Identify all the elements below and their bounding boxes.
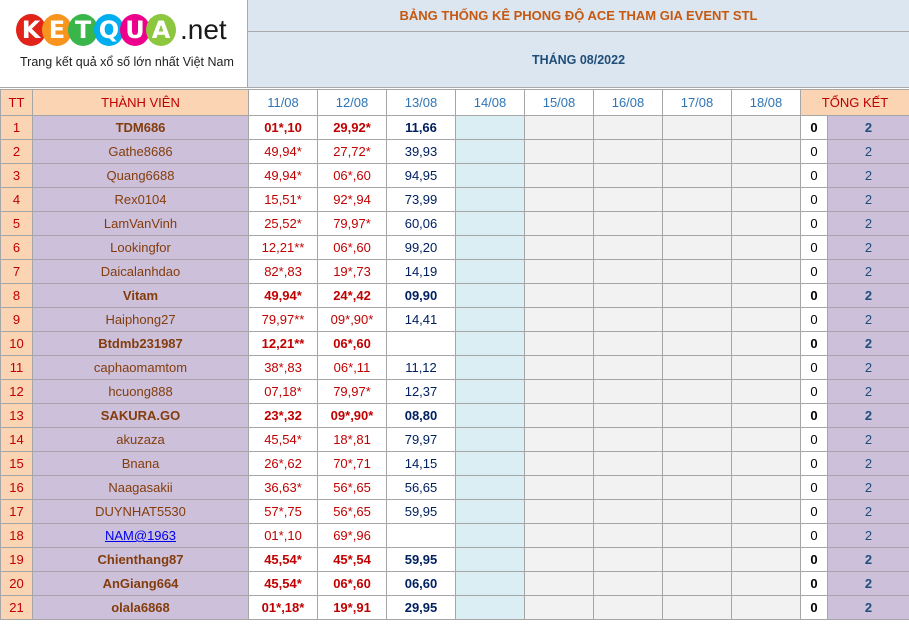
result-cell[interactable]: 29,95: [387, 596, 456, 620]
result-cell[interactable]: 92*,94: [318, 188, 387, 212]
total-score-cell[interactable]: 2: [828, 308, 909, 332]
row-number-cell[interactable]: 20: [1, 572, 33, 596]
total-count-cell[interactable]: 0: [801, 452, 828, 476]
total-score-cell[interactable]: 2: [828, 524, 909, 548]
empty-result-cell[interactable]: [594, 140, 663, 164]
row-number-cell[interactable]: 11: [1, 356, 33, 380]
empty-result-cell[interactable]: [456, 428, 525, 452]
member-name-cell[interactable]: Bnana: [33, 452, 249, 476]
header-row: [1, 90, 909, 116]
empty-result-cell[interactable]: [525, 332, 594, 356]
result-cell[interactable]: 07,18*: [249, 380, 318, 404]
total-score-cell[interactable]: 2: [828, 356, 909, 380]
total-count-cell[interactable]: 0: [801, 236, 828, 260]
table-row: [1, 356, 909, 380]
empty-result-cell[interactable]: [732, 428, 801, 452]
empty-result-cell[interactable]: [525, 188, 594, 212]
empty-result-cell[interactable]: [732, 164, 801, 188]
total-score-cell[interactable]: 2: [828, 284, 909, 308]
empty-result-cell[interactable]: [663, 428, 732, 452]
empty-result-cell[interactable]: [456, 332, 525, 356]
result-cell[interactable]: 08,80: [387, 404, 456, 428]
empty-result-cell[interactable]: [663, 476, 732, 500]
result-cell[interactable]: 06*,60: [318, 332, 387, 356]
table-row: [1, 596, 909, 620]
empty-result-cell[interactable]: [525, 452, 594, 476]
empty-result-cell[interactable]: [663, 548, 732, 572]
row-number-cell[interactable]: 7: [1, 260, 33, 284]
row-number-cell[interactable]: 19: [1, 548, 33, 572]
empty-result-cell[interactable]: [525, 404, 594, 428]
empty-result-cell[interactable]: [525, 380, 594, 404]
col-header-date[interactable]: 18/08: [732, 90, 801, 116]
empty-result-cell[interactable]: [456, 476, 525, 500]
empty-result-cell[interactable]: [525, 308, 594, 332]
empty-result-cell[interactable]: [525, 212, 594, 236]
table-row: [1, 260, 909, 284]
total-count-cell[interactable]: 0: [801, 188, 828, 212]
empty-result-cell[interactable]: [525, 284, 594, 308]
result-cell[interactable]: 56*,65: [318, 500, 387, 524]
table-row: [1, 212, 909, 236]
empty-result-cell[interactable]: [663, 404, 732, 428]
result-cell[interactable]: 59,95: [387, 500, 456, 524]
row-number-cell[interactable]: 1: [1, 116, 33, 140]
member-link[interactable]: NAM@1963: [33, 524, 249, 548]
empty-result-cell[interactable]: [525, 572, 594, 596]
result-cell[interactable]: 19*,91: [318, 596, 387, 620]
result-cell[interactable]: 79,97: [387, 428, 456, 452]
table-row: [1, 188, 909, 212]
empty-result-cell[interactable]: [525, 476, 594, 500]
empty-result-cell[interactable]: [456, 500, 525, 524]
empty-result-cell[interactable]: [732, 284, 801, 308]
result-cell[interactable]: 45*,54: [318, 548, 387, 572]
empty-result-cell[interactable]: [663, 140, 732, 164]
empty-result-cell[interactable]: [732, 476, 801, 500]
table-row: [1, 308, 909, 332]
total-count-cell[interactable]: 0: [801, 500, 828, 524]
total-count-cell[interactable]: 0: [801, 212, 828, 236]
total-count-cell[interactable]: 0: [801, 116, 828, 140]
member-name-cell[interactable]: AnGiang664: [33, 572, 249, 596]
empty-result-cell[interactable]: [594, 212, 663, 236]
table-row: [1, 572, 909, 596]
empty-result-cell[interactable]: [456, 548, 525, 572]
empty-result-cell[interactable]: [663, 524, 732, 548]
empty-result-cell[interactable]: [732, 596, 801, 620]
total-count-cell[interactable]: 0: [801, 572, 828, 596]
result-cell[interactable]: 25,52*: [249, 212, 318, 236]
row-number-cell[interactable]: 9: [1, 308, 33, 332]
total-score-cell[interactable]: 2: [828, 596, 909, 620]
result-cell[interactable]: 60,06: [387, 212, 456, 236]
member-name-cell[interactable]: Lookingfor: [33, 236, 249, 260]
empty-result-cell[interactable]: [663, 356, 732, 380]
table-row: [1, 332, 909, 356]
row-number-cell[interactable]: 6: [1, 236, 33, 260]
result-cell[interactable]: 11,12: [387, 356, 456, 380]
empty-result-cell[interactable]: [663, 380, 732, 404]
empty-result-cell[interactable]: [456, 116, 525, 140]
empty-result-cell[interactable]: [732, 404, 801, 428]
table-row: [1, 548, 909, 572]
empty-result-cell[interactable]: [456, 260, 525, 284]
result-cell[interactable]: 94,95: [387, 164, 456, 188]
empty-result-cell[interactable]: [594, 260, 663, 284]
total-count-cell[interactable]: 0: [801, 428, 828, 452]
result-cell[interactable]: 45,54*: [249, 548, 318, 572]
total-score-cell[interactable]: 2: [828, 548, 909, 572]
col-header-date[interactable]: 17/08: [663, 90, 732, 116]
result-cell[interactable]: 36,63*: [249, 476, 318, 500]
empty-result-cell[interactable]: [525, 164, 594, 188]
stats-table: [0, 89, 909, 620]
row-number-cell[interactable]: 3: [1, 164, 33, 188]
result-cell[interactable]: 45,54*: [249, 428, 318, 452]
total-score-cell[interactable]: 2: [828, 572, 909, 596]
member-name-cell[interactable]: Haiphong27: [33, 308, 249, 332]
empty-result-cell[interactable]: [594, 596, 663, 620]
total-score-cell[interactable]: 2: [828, 140, 909, 164]
member-name-cell[interactable]: TDM686: [33, 116, 249, 140]
col-header-tt[interactable]: TT: [1, 90, 33, 116]
result-cell[interactable]: 24*,42: [318, 284, 387, 308]
result-cell[interactable]: 15,51*: [249, 188, 318, 212]
total-score-cell[interactable]: 2: [828, 476, 909, 500]
row-number-cell[interactable]: 17: [1, 500, 33, 524]
empty-result-cell[interactable]: [594, 308, 663, 332]
table-row: [1, 524, 909, 548]
empty-result-cell[interactable]: [732, 236, 801, 260]
result-cell[interactable]: 14,41: [387, 308, 456, 332]
ketqua-logo[interactable]: [16, 10, 227, 50]
empty-result-cell[interactable]: [732, 188, 801, 212]
result-cell[interactable]: [387, 332, 456, 356]
result-cell[interactable]: 01*,10: [249, 116, 318, 140]
member-name-cell[interactable]: akuzaza: [33, 428, 249, 452]
total-count-cell[interactable]: 0: [801, 332, 828, 356]
row-number-cell[interactable]: 4: [1, 188, 33, 212]
empty-result-cell[interactable]: [594, 404, 663, 428]
empty-result-cell[interactable]: [594, 284, 663, 308]
result-cell[interactable]: 56,65: [387, 476, 456, 500]
empty-result-cell[interactable]: [456, 284, 525, 308]
result-cell[interactable]: 39,93: [387, 140, 456, 164]
total-score-cell[interactable]: 2: [828, 452, 909, 476]
empty-result-cell[interactable]: [594, 428, 663, 452]
empty-result-cell[interactable]: [456, 188, 525, 212]
member-name-cell[interactable]: Btdmb231987: [33, 332, 249, 356]
result-cell[interactable]: 06*,60: [318, 572, 387, 596]
empty-result-cell[interactable]: [594, 500, 663, 524]
result-cell[interactable]: 26*,62: [249, 452, 318, 476]
empty-result-cell[interactable]: [663, 116, 732, 140]
table-row: [1, 116, 909, 140]
empty-result-cell[interactable]: [594, 356, 663, 380]
empty-result-cell[interactable]: [663, 164, 732, 188]
result-cell[interactable]: 06,60: [387, 572, 456, 596]
member-name-cell[interactable]: olala6868: [33, 596, 249, 620]
member-name-cell[interactable]: Naagasakii: [33, 476, 249, 500]
result-cell[interactable]: 14,19: [387, 260, 456, 284]
col-header-date[interactable]: 16/08: [594, 90, 663, 116]
table-row: [1, 284, 909, 308]
result-cell[interactable]: 82*,83: [249, 260, 318, 284]
result-cell[interactable]: 06*,60: [318, 164, 387, 188]
empty-result-cell[interactable]: [456, 452, 525, 476]
table-row: [1, 476, 909, 500]
row-number-cell[interactable]: 8: [1, 284, 33, 308]
empty-result-cell[interactable]: [456, 308, 525, 332]
result-cell[interactable]: 06*,11: [318, 356, 387, 380]
empty-result-cell[interactable]: [732, 380, 801, 404]
total-count-cell[interactable]: 0: [801, 404, 828, 428]
member-name-cell[interactable]: Vitam: [33, 284, 249, 308]
empty-result-cell[interactable]: [594, 380, 663, 404]
empty-result-cell[interactable]: [525, 356, 594, 380]
empty-result-cell[interactable]: [525, 500, 594, 524]
total-score-cell[interactable]: 2: [828, 332, 909, 356]
total-score-cell[interactable]: 2: [828, 404, 909, 428]
member-name-cell[interactable]: Gathe8686: [33, 140, 249, 164]
empty-result-cell[interactable]: [456, 404, 525, 428]
member-name-cell[interactable]: caphaomamtom: [33, 356, 249, 380]
empty-result-cell[interactable]: [663, 212, 732, 236]
member-name-cell[interactable]: Daicalanhdao: [33, 260, 249, 284]
total-score-cell[interactable]: 2: [828, 164, 909, 188]
row-number-cell[interactable]: 2: [1, 140, 33, 164]
table-row: [1, 236, 909, 260]
total-count-cell[interactable]: 0: [801, 140, 828, 164]
empty-result-cell[interactable]: [594, 524, 663, 548]
result-cell[interactable]: 12,21**: [249, 236, 318, 260]
sheet-month: THÁNG 08/2022: [248, 32, 909, 88]
empty-result-cell[interactable]: [663, 188, 732, 212]
result-cell[interactable]: 11,66: [387, 116, 456, 140]
result-cell[interactable]: 01*,10: [249, 524, 318, 548]
empty-result-cell[interactable]: [594, 476, 663, 500]
col-header-member[interactable]: THÀNH VIÊN: [33, 90, 249, 116]
empty-result-cell[interactable]: [594, 116, 663, 140]
empty-result-cell[interactable]: [525, 548, 594, 572]
col-header-date[interactable]: 11/08: [249, 90, 318, 116]
empty-result-cell[interactable]: [525, 524, 594, 548]
result-cell[interactable]: 19*,73: [318, 260, 387, 284]
member-name-cell[interactable]: hcuong888: [33, 380, 249, 404]
member-name-cell[interactable]: Quang6688: [33, 164, 249, 188]
empty-result-cell[interactable]: [663, 500, 732, 524]
result-cell[interactable]: 09*,90*: [318, 308, 387, 332]
result-cell[interactable]: 09*,90*: [318, 404, 387, 428]
empty-result-cell[interactable]: [663, 236, 732, 260]
result-cell[interactable]: 09,90: [387, 284, 456, 308]
total-count-cell[interactable]: 0: [801, 596, 828, 620]
empty-result-cell[interactable]: [663, 572, 732, 596]
empty-result-cell[interactable]: [456, 572, 525, 596]
result-cell[interactable]: 49,94*: [249, 284, 318, 308]
empty-result-cell[interactable]: [594, 548, 663, 572]
empty-result-cell[interactable]: [663, 308, 732, 332]
result-cell[interactable]: 45,54*: [249, 572, 318, 596]
logo-letter: U: [120, 14, 150, 46]
logo-cell: [0, 0, 248, 88]
row-number-cell[interactable]: 18: [1, 524, 33, 548]
empty-result-cell[interactable]: [732, 548, 801, 572]
result-cell[interactable]: 29,92*: [318, 116, 387, 140]
row-number-cell[interactable]: 5: [1, 212, 33, 236]
total-score-cell[interactable]: 2: [828, 188, 909, 212]
row-number-cell[interactable]: 16: [1, 476, 33, 500]
total-count-cell[interactable]: 0: [801, 164, 828, 188]
result-cell[interactable]: 12,37: [387, 380, 456, 404]
row-number-cell[interactable]: 15: [1, 452, 33, 476]
result-cell[interactable]: 14,15: [387, 452, 456, 476]
row-number-cell[interactable]: 14: [1, 428, 33, 452]
empty-result-cell[interactable]: [456, 356, 525, 380]
empty-result-cell[interactable]: [525, 428, 594, 452]
empty-result-cell[interactable]: [456, 380, 525, 404]
col-header-date[interactable]: 15/08: [525, 90, 594, 116]
empty-result-cell[interactable]: [594, 188, 663, 212]
result-cell[interactable]: [387, 524, 456, 548]
row-number-cell[interactable]: 12: [1, 380, 33, 404]
empty-result-cell[interactable]: [732, 332, 801, 356]
result-cell[interactable]: 23*,32: [249, 404, 318, 428]
total-score-cell[interactable]: 2: [828, 380, 909, 404]
member-name-cell[interactable]: Rex0104: [33, 188, 249, 212]
result-cell[interactable]: 69*,96: [318, 524, 387, 548]
total-count-cell[interactable]: 0: [801, 476, 828, 500]
total-count-cell[interactable]: 0: [801, 380, 828, 404]
total-count-cell[interactable]: 0: [801, 284, 828, 308]
row-number-cell[interactable]: 10: [1, 332, 33, 356]
table-row: [1, 380, 909, 404]
empty-result-cell[interactable]: [732, 452, 801, 476]
result-cell[interactable]: 99,20: [387, 236, 456, 260]
result-cell[interactable]: 79,97*: [318, 212, 387, 236]
empty-result-cell[interactable]: [594, 164, 663, 188]
total-score-cell[interactable]: 2: [828, 428, 909, 452]
result-cell[interactable]: 57*,75: [249, 500, 318, 524]
total-count-cell[interactable]: 0: [801, 308, 828, 332]
logo-letter: K: [16, 14, 46, 46]
total-score-cell[interactable]: 2: [828, 116, 909, 140]
col-header-date[interactable]: 14/08: [456, 90, 525, 116]
logo-letter: Q: [94, 14, 124, 46]
empty-result-cell[interactable]: [456, 236, 525, 260]
empty-result-cell[interactable]: [594, 236, 663, 260]
empty-result-cell[interactable]: [525, 596, 594, 620]
empty-result-cell[interactable]: [525, 236, 594, 260]
total-count-cell[interactable]: 0: [801, 548, 828, 572]
sheet-title: BẢNG THỐNG KÊ PHONG ĐỘ ACE THAM GIA EVENT STL: [248, 0, 909, 32]
logo-letter: T: [68, 14, 98, 46]
result-cell[interactable]: 12,21**: [249, 332, 318, 356]
empty-result-cell[interactable]: [663, 596, 732, 620]
result-cell[interactable]: 01*,18*: [249, 596, 318, 620]
col-header-date[interactable]: 13/08: [387, 90, 456, 116]
member-name-cell[interactable]: Chienthang87: [33, 548, 249, 572]
empty-result-cell[interactable]: [594, 572, 663, 596]
empty-result-cell[interactable]: [663, 260, 732, 284]
result-cell[interactable]: 06*,60: [318, 236, 387, 260]
member-name-cell[interactable]: LamVanVinh: [33, 212, 249, 236]
empty-result-cell[interactable]: [456, 596, 525, 620]
empty-result-cell[interactable]: [663, 452, 732, 476]
table-row: [1, 164, 909, 188]
result-cell[interactable]: 79,97*: [318, 380, 387, 404]
empty-result-cell[interactable]: [732, 140, 801, 164]
result-cell[interactable]: 70*,71: [318, 452, 387, 476]
row-number-cell[interactable]: 13: [1, 404, 33, 428]
table-row: [1, 404, 909, 428]
logo-tagline: Trang kết quả xổ số lớn nhất Việt Nam: [20, 55, 234, 69]
empty-result-cell[interactable]: [525, 140, 594, 164]
empty-result-cell[interactable]: [594, 452, 663, 476]
result-cell[interactable]: 56*,65: [318, 476, 387, 500]
empty-result-cell[interactable]: [732, 572, 801, 596]
total-count-cell[interactable]: 0: [801, 356, 828, 380]
result-cell[interactable]: 49,94*: [249, 164, 318, 188]
empty-result-cell[interactable]: [456, 140, 525, 164]
total-score-cell[interactable]: 2: [828, 236, 909, 260]
empty-result-cell[interactable]: [663, 284, 732, 308]
empty-result-cell[interactable]: [732, 308, 801, 332]
logo-suffix: .net: [180, 14, 227, 45]
empty-result-cell[interactable]: [525, 260, 594, 284]
empty-result-cell[interactable]: [732, 212, 801, 236]
empty-result-cell[interactable]: [732, 524, 801, 548]
result-cell[interactable]: 59,95: [387, 548, 456, 572]
logo-letter: E: [42, 14, 72, 46]
table-row: [1, 140, 909, 164]
empty-result-cell[interactable]: [732, 356, 801, 380]
result-cell[interactable]: 49,94*: [249, 140, 318, 164]
result-cell[interactable]: 38*,83: [249, 356, 318, 380]
empty-result-cell[interactable]: [525, 116, 594, 140]
empty-result-cell[interactable]: [732, 500, 801, 524]
total-count-cell[interactable]: 0: [801, 524, 828, 548]
empty-result-cell[interactable]: [732, 116, 801, 140]
total-score-cell[interactable]: 2: [828, 260, 909, 284]
empty-result-cell[interactable]: [456, 164, 525, 188]
result-cell[interactable]: 27,72*: [318, 140, 387, 164]
table-row: [1, 428, 909, 452]
result-cell[interactable]: 79,97**: [249, 308, 318, 332]
table-row: [1, 452, 909, 476]
empty-result-cell[interactable]: [732, 260, 801, 284]
table-row: [1, 500, 909, 524]
member-name-cell[interactable]: SAKURA.GO: [33, 404, 249, 428]
result-cell[interactable]: 73,99: [387, 188, 456, 212]
logo-letter: A: [146, 14, 176, 46]
total-score-cell[interactable]: 2: [828, 212, 909, 236]
col-header-date[interactable]: 12/08: [318, 90, 387, 116]
col-header-total[interactable]: TỔNG KẾT: [801, 90, 909, 116]
empty-result-cell[interactable]: [456, 212, 525, 236]
empty-result-cell[interactable]: [594, 332, 663, 356]
total-score-cell[interactable]: 2: [828, 500, 909, 524]
member-name-cell[interactable]: DUYNHAT5530: [33, 500, 249, 524]
result-cell[interactable]: 18*,81: [318, 428, 387, 452]
empty-result-cell[interactable]: [663, 332, 732, 356]
empty-result-cell[interactable]: [456, 524, 525, 548]
row-number-cell[interactable]: 21: [1, 596, 33, 620]
total-count-cell[interactable]: 0: [801, 260, 828, 284]
